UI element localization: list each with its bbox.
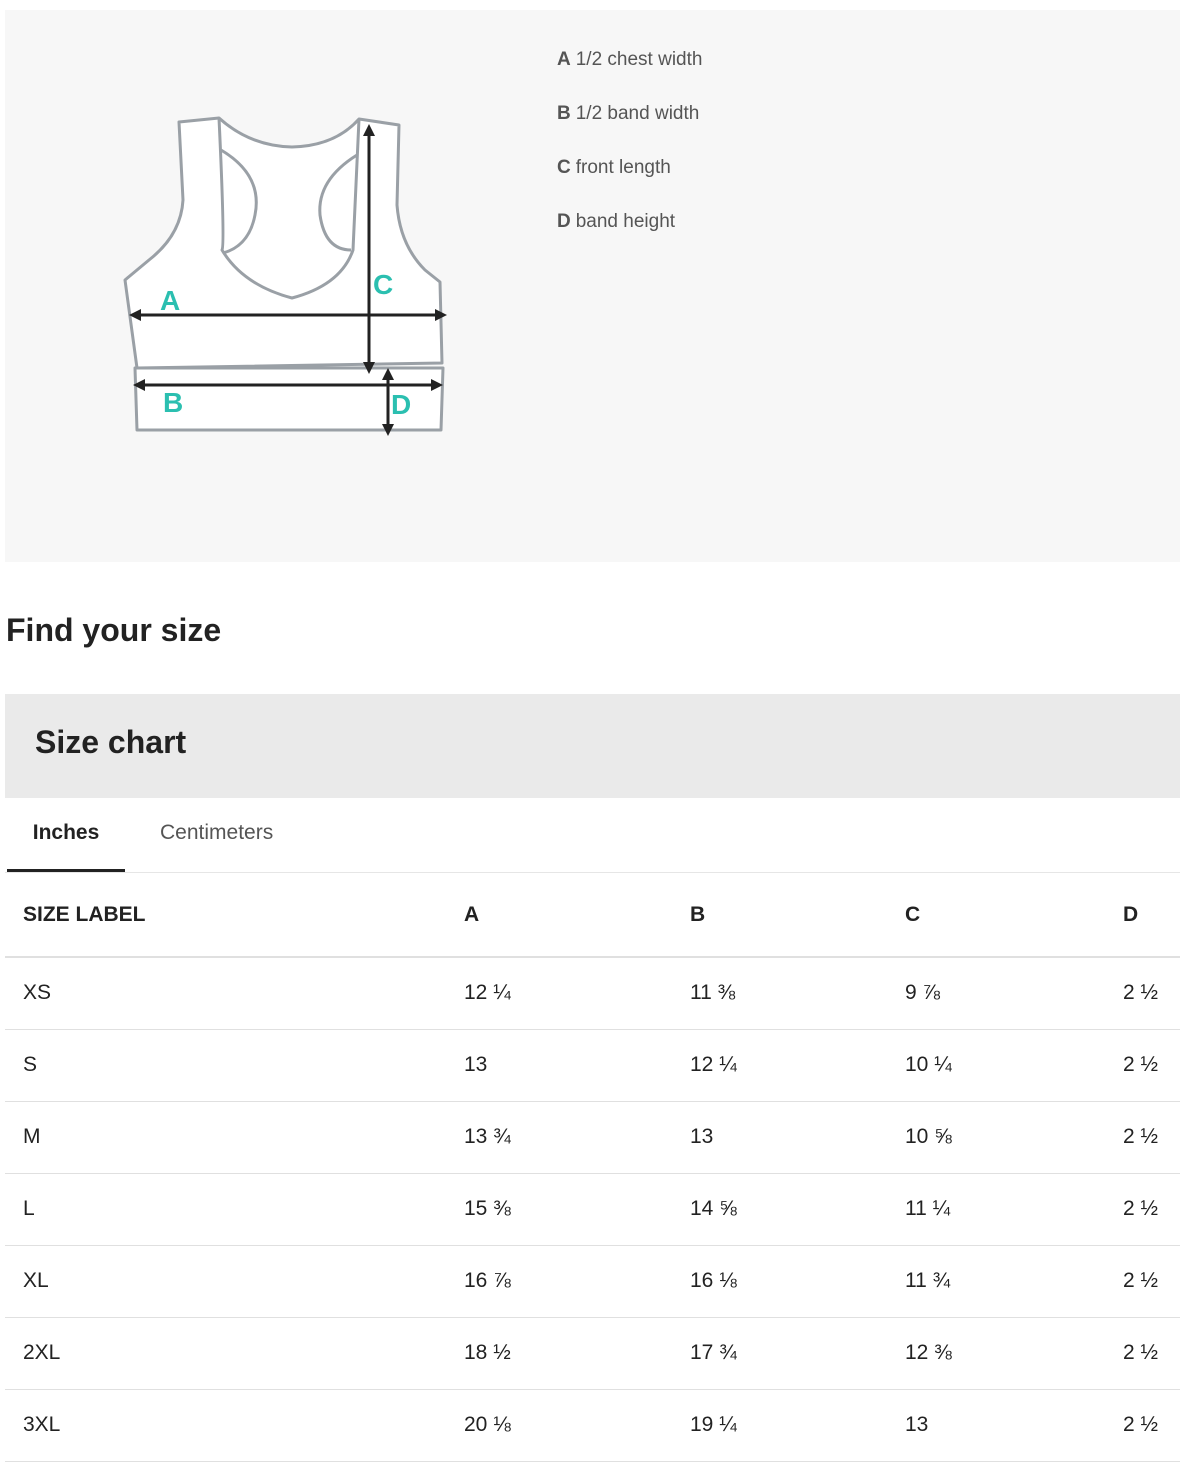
value-cell-a: 18 ½ bbox=[464, 1317, 690, 1389]
legend-key: B bbox=[557, 103, 571, 124]
legend-item-d bbox=[557, 210, 702, 264]
table-row bbox=[5, 957, 1180, 1029]
value-cell-b: 12 ¼ bbox=[690, 1029, 905, 1101]
size-chart-header bbox=[5, 694, 1180, 798]
table-header-row bbox=[5, 874, 1180, 957]
size-label-cell: XS bbox=[5, 957, 464, 1029]
value-cell-b: 13 bbox=[690, 1101, 905, 1173]
value-cell-c: 13 bbox=[905, 1389, 1123, 1461]
column-header-a: A bbox=[464, 874, 690, 957]
tab-inches[interactable]: Inches bbox=[7, 800, 125, 872]
legend-item-b bbox=[557, 102, 702, 156]
legend-text: 1/2 band width bbox=[575, 103, 700, 124]
table-row bbox=[5, 1389, 1180, 1461]
value-cell-c: 10 ¼ bbox=[905, 1029, 1123, 1101]
section-title: Find your size bbox=[6, 612, 222, 648]
table-row bbox=[5, 1317, 1180, 1389]
value-cell-d: 2 ½ bbox=[1123, 957, 1180, 1029]
legend-key: C bbox=[557, 157, 571, 178]
diagram-label-c: C bbox=[373, 269, 394, 300]
value-cell-b: 19 ¼ bbox=[690, 1389, 905, 1461]
legend-key: A bbox=[557, 49, 571, 70]
value-cell-c: 11 ¾ bbox=[905, 1245, 1123, 1317]
size-label-cell: S bbox=[5, 1029, 464, 1101]
value-cell-d: 2 ½ bbox=[1123, 1245, 1180, 1317]
value-cell-a: 15 ⅜ bbox=[464, 1173, 690, 1245]
value-cell-a: 20 ⅛ bbox=[464, 1389, 690, 1461]
unit-tabs bbox=[5, 800, 1180, 873]
legend-text: front length bbox=[575, 157, 671, 178]
value-cell-d: 2 ½ bbox=[1123, 1389, 1180, 1461]
value-cell-a: 13 bbox=[464, 1029, 690, 1101]
value-cell-b: 14 ⅝ bbox=[690, 1173, 905, 1245]
value-cell-c: 9 ⅞ bbox=[905, 957, 1123, 1029]
table-row bbox=[5, 1029, 1180, 1101]
value-cell-d: 2 ½ bbox=[1123, 1173, 1180, 1245]
table-row bbox=[5, 1101, 1180, 1173]
legend-item-c bbox=[557, 156, 702, 210]
value-cell-b: 16 ⅛ bbox=[690, 1245, 905, 1317]
size-label-cell: 2XL bbox=[5, 1317, 464, 1389]
value-cell-d: 2 ½ bbox=[1123, 1317, 1180, 1389]
column-header-size-label: SIZE LABEL bbox=[5, 874, 464, 957]
legend-text: band height bbox=[575, 211, 676, 232]
sports-bra-diagram bbox=[115, 110, 465, 450]
diagram-label-a: A bbox=[160, 285, 181, 316]
garment-outline bbox=[125, 118, 443, 430]
legend-text: 1/2 chest width bbox=[575, 49, 703, 70]
measurement-legend bbox=[557, 48, 702, 264]
column-header-d: D bbox=[1123, 874, 1180, 957]
table-row bbox=[5, 1245, 1180, 1317]
size-label-cell: 3XL bbox=[5, 1389, 464, 1461]
value-cell-c: 12 ⅜ bbox=[905, 1317, 1123, 1389]
value-cell-a: 12 ¼ bbox=[464, 957, 690, 1029]
size-label-cell: XL bbox=[5, 1245, 464, 1317]
tab-centimeters[interactable]: Centimeters bbox=[160, 821, 274, 844]
value-cell-b: 17 ¾ bbox=[690, 1317, 905, 1389]
legend-key: D bbox=[557, 211, 571, 232]
legend-item-a bbox=[557, 48, 702, 102]
column-header-b: B bbox=[690, 874, 905, 957]
size-label-cell: L bbox=[5, 1173, 464, 1245]
value-cell-d: 2 ½ bbox=[1123, 1029, 1180, 1101]
value-cell-c: 10 ⅝ bbox=[905, 1101, 1123, 1173]
size-chart-title: Size chart bbox=[35, 724, 187, 760]
value-cell-d: 2 ½ bbox=[1123, 1101, 1180, 1173]
size-label-cell: M bbox=[5, 1101, 464, 1173]
measurement-guide-panel bbox=[5, 10, 1180, 562]
value-cell-c: 11 ¼ bbox=[905, 1173, 1123, 1245]
size-table bbox=[5, 874, 1180, 1462]
diagram-label-d: D bbox=[391, 389, 412, 420]
diagram-label-b: B bbox=[163, 387, 184, 418]
value-cell-a: 16 ⅞ bbox=[464, 1245, 690, 1317]
value-cell-a: 13 ¾ bbox=[464, 1101, 690, 1173]
table-row bbox=[5, 1173, 1180, 1245]
value-cell-b: 11 ⅜ bbox=[690, 957, 905, 1029]
column-header-c: C bbox=[905, 874, 1123, 957]
